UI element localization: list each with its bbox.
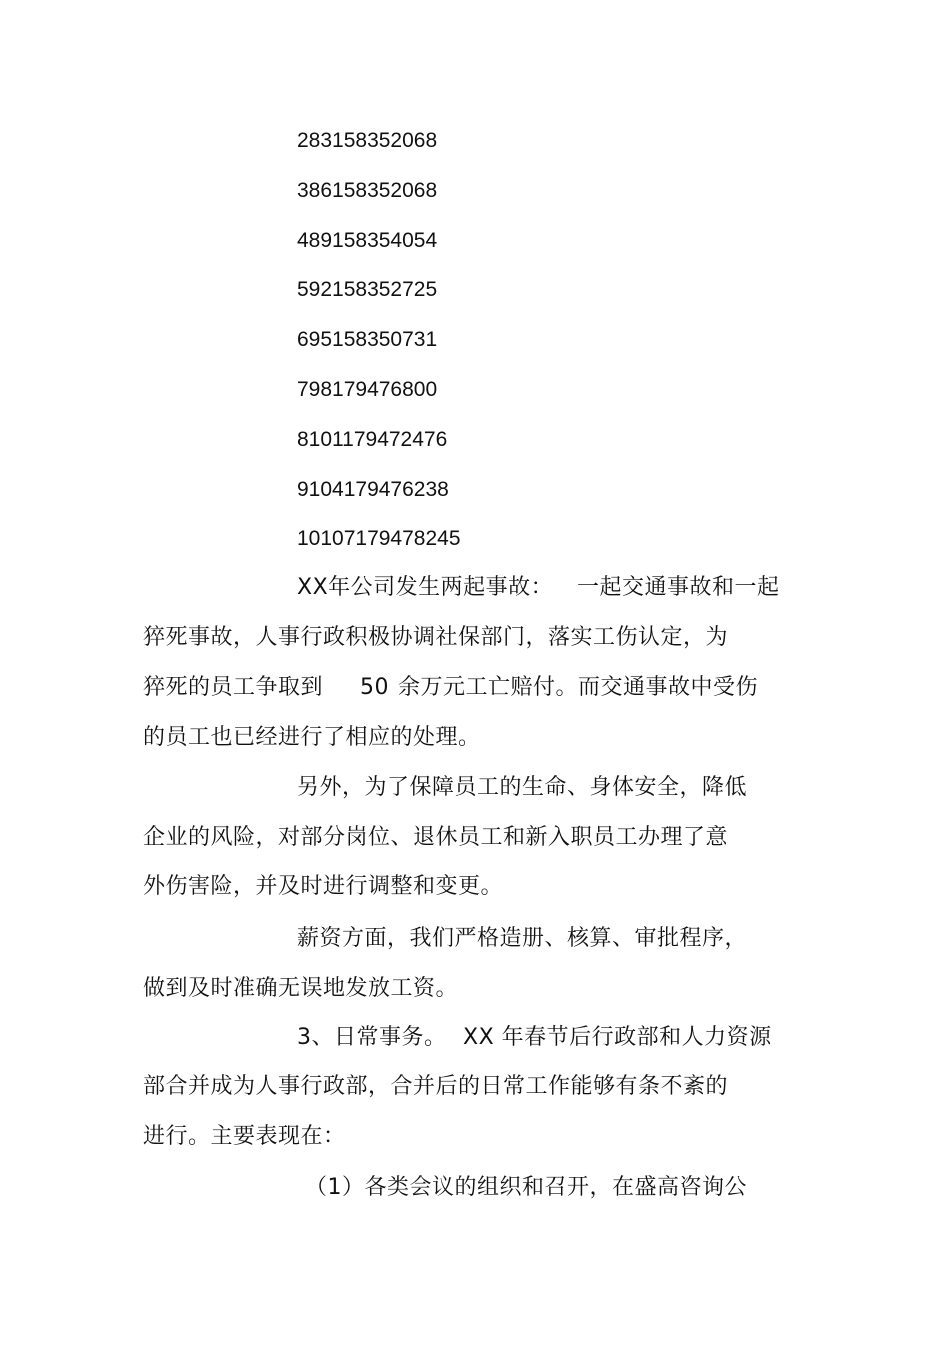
number-row: 10107179478245: [297, 527, 461, 550]
number-row: 386158352068: [297, 179, 438, 202]
number-row: 283158352068: [297, 129, 438, 152]
paragraph-line: 的员工也已经进行了相应的处理。: [143, 725, 481, 750]
paragraph-line: 进行。主要表现在：: [143, 1124, 346, 1149]
paragraph-line: 做到及时准确无误地发放工资。: [143, 976, 459, 1001]
paragraph-line: 部合并成为人事行政部，合并后的日常工作能够有条不紊的: [143, 1074, 729, 1099]
paragraph-line: 50: [360, 675, 389, 700]
number-row: 798179476800: [297, 378, 438, 401]
number-row: 9104179476238: [297, 478, 449, 501]
paragraph-line: XX年公司发生两起事故：: [297, 575, 554, 600]
paragraph-line: 3、日常事务。: [297, 1025, 447, 1050]
paragraph-line: 薪资方面，我们严格造册、核算、审批程序，: [297, 926, 748, 951]
paragraph-line: 外伤害险，并及时进行调整和变更。: [143, 874, 504, 899]
paragraph-line: 一起交通事故和一起: [577, 575, 780, 600]
paragraph-line: 猝死的员工争取到: [143, 675, 324, 700]
paragraph-line: 余万元工亡赔付。而交通事故中受伤: [398, 675, 759, 700]
paragraph-line: （1）各类会议的组织和召开，在盛高咨询公: [305, 1175, 747, 1200]
paragraph-line: XX 年春节后行政部和人力资源: [463, 1025, 772, 1050]
number-row: 592158352725: [297, 278, 438, 301]
number-row: 489158354054: [297, 229, 438, 252]
paragraph-line: 另外，为了保障员工的生命、身体安全，降低: [297, 775, 748, 800]
paragraph-line: 企业的风险，对部分岗位、退休员工和新入职员工办理了意: [143, 825, 729, 850]
number-row: 8101179472476: [297, 428, 448, 451]
number-row: 695158350731: [297, 328, 438, 351]
paragraph-line: 猝死事故，人事行政积极协调社保部门，落实工伤认定，为: [143, 625, 729, 650]
